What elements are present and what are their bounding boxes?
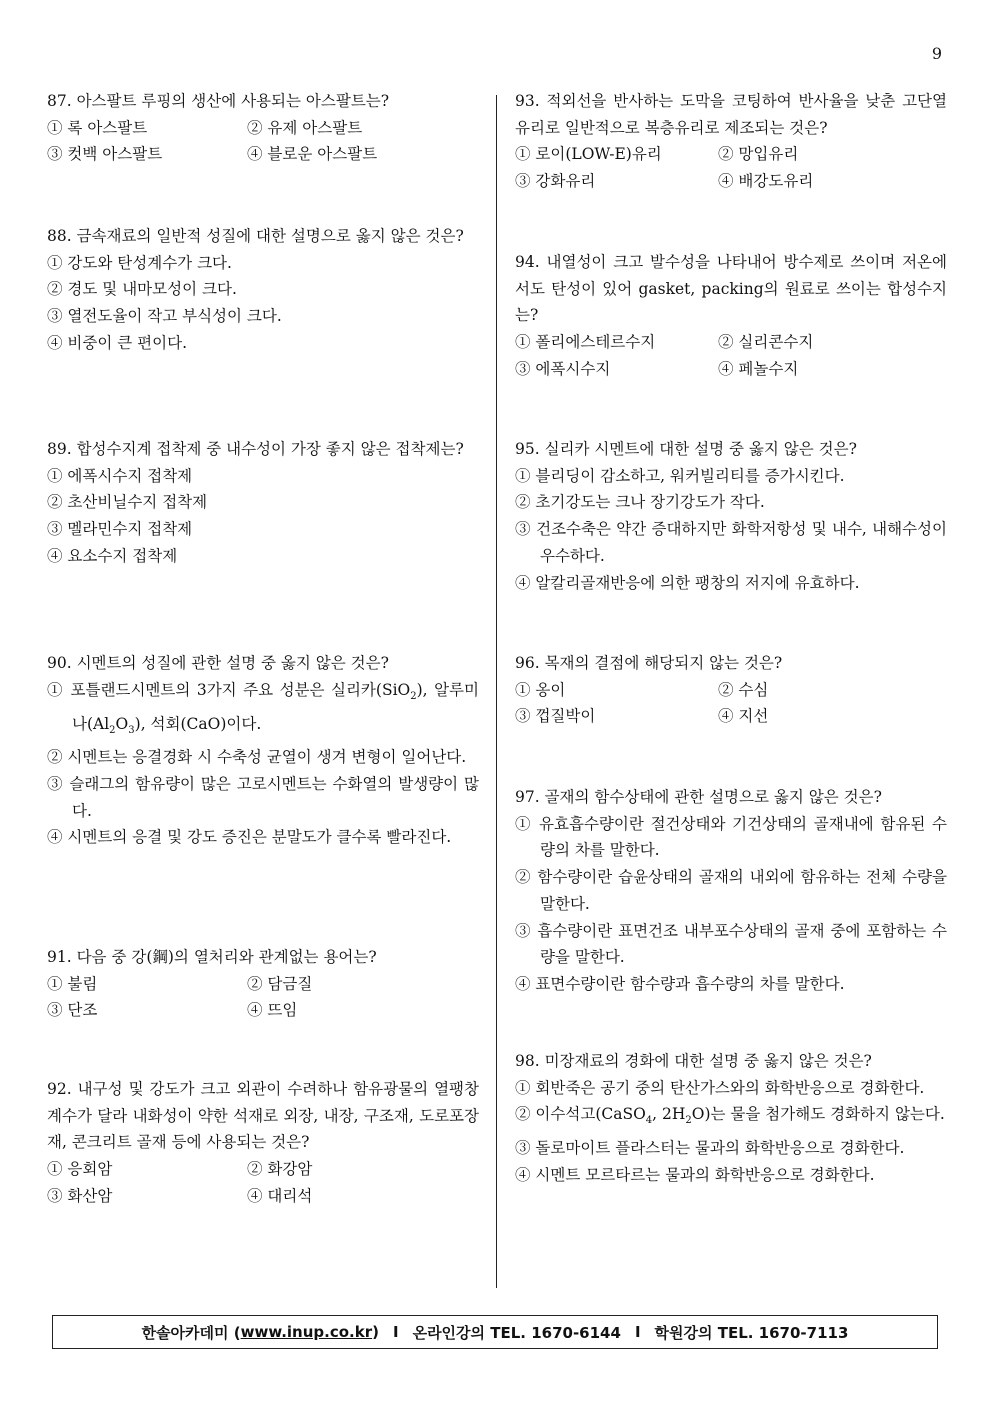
question-stem: 97. 골재의 함수상태에 관한 설명으로 옳지 않은 것은?: [515, 788, 882, 806]
option-1: ① 응회암: [47, 1160, 113, 1179]
question-stem: 95. 실리카 시멘트에 대한 설명 중 옳지 않은 것은?: [515, 440, 857, 458]
option-3: ③ 강화유리: [515, 172, 596, 191]
option-2: ② 화강암: [247, 1160, 313, 1179]
option-2: ② 시멘트는 응결경화 시 수축성 균열이 생겨 변형이 일어난다.: [47, 748, 467, 767]
question-stem: 98. 미장재료의 경화에 대한 설명 중 옳지 않은 것은?: [515, 1052, 872, 1070]
column-divider: [496, 95, 497, 1288]
option-1: ① 에폭시수지 접착제: [47, 466, 193, 485]
website-link[interactable]: www.inup.co.kr: [240, 1323, 373, 1341]
option-4: ④ 대리석: [247, 1186, 313, 1205]
option-2: ② 담금질: [247, 974, 313, 993]
option-1: ① 유효흡수량이란 절건상태와 기건상태의 골재내에 함유된 수량의 차를 말한다.: [515, 814, 947, 860]
option-2: ② 함수량이란 습윤상태의 골재의 내외에 함유하는 전체 수량을 말한다.: [515, 868, 947, 913]
question-91: [47, 944, 479, 1024]
option-3: ③ 멜라민수지 접착제: [47, 520, 193, 539]
question-97: [515, 784, 947, 998]
option-1: ① 회반죽은 공기 중의 탄산가스와의 화학반응으로 경화한다.: [515, 1078, 925, 1097]
option-1: ① 록 아스팔트: [47, 118, 148, 137]
page-number: 9: [931, 44, 942, 63]
option-3: ③ 흡수량이란 표면건조 내부포수상태의 골재 중에 포함하는 수량을 말한다.: [515, 921, 947, 967]
option-4: ④ 표면수량이란 함수량과 흡수량의 차를 말한다.: [515, 974, 845, 993]
option-2: ② 망입유리: [718, 145, 799, 164]
online-lecture-tel: 온라인강의 TEL. 1670-6144: [412, 1323, 621, 1342]
option-4: ④ 비중이 큰 편이다.: [47, 333, 188, 352]
question-94: [515, 249, 947, 383]
option-3: ③ 슬래그의 함유량이 많은 고로시멘트는 수화열의 발생량이 많다.: [47, 775, 479, 820]
option-4: ④ 지선: [718, 707, 769, 726]
option-3: ③ 컷백 아스팔트: [47, 145, 163, 164]
question-stem: 87. 아스팔트 루핑의 생산에 사용되는 아스팔트는?: [47, 92, 390, 110]
option-3: ③ 화산암: [47, 1186, 113, 1205]
option-2: ② 초기강도는 크나 장기강도가 작다.: [515, 493, 765, 512]
option-2: ② 실리콘수지: [718, 333, 814, 352]
question-87: [47, 88, 479, 168]
option-3: ③ 건조수축은 약간 증대하지만 화학저항성 및 내수, 내해수성이 우수하다.: [515, 520, 947, 565]
option-3: ③ 껍질박이: [515, 707, 596, 726]
question-96: [515, 650, 947, 730]
question-stem: 94. 내열성이 크고 발수성을 나타내어 방수제로 쓰이며 저온에서도 탄성이 있어 gasket, packing의 원료로 쓰이는 합성수지는?: [515, 253, 947, 325]
option-4: ④ 요소수지 접착제: [47, 546, 178, 565]
option-1: ① 폴리에스테르수지: [515, 333, 656, 352]
academy-name-end: ): [372, 1323, 379, 1341]
question-92: [47, 1076, 479, 1210]
option-1: ① 블리딩이 감소하고, 워커빌리티를 증가시킨다.: [515, 466, 845, 485]
option-3: ③ 돌로마이트 플라스터는 물과의 화학반응으로 경화한다.: [515, 1139, 905, 1158]
option-4: ④ 배강도유리: [718, 172, 814, 191]
question-90: [47, 650, 479, 851]
option-2: ② 유제 아스팔트: [247, 118, 363, 137]
option-3: ③ 에폭시수지: [515, 359, 611, 378]
question-stem: 93. 적외선을 반사하는 도막을 코팅하여 반사율을 낮춘 고단열 유리로 일반적으로 복층유리로 제조되는 것은?: [515, 92, 947, 137]
option-1: ① 강도와 탄성계수가 크다.: [47, 253, 232, 272]
option-4: ④ 시멘트 모르타르는 물과의 화학반응으로 경화한다.: [515, 1165, 875, 1184]
option-4: ④ 뜨임: [247, 1001, 298, 1020]
question-stem: 88. 금속재료의 일반적 성질에 대한 설명으로 옳지 않은 것은?: [47, 227, 464, 245]
question-98: [515, 1048, 947, 1189]
option-2: ② 초산비닐수지 접착제: [47, 493, 208, 512]
question-stem: 90. 시멘트의 성질에 관한 설명 중 옳지 않은 것은?: [47, 654, 389, 672]
option-4: ④ 시멘트의 응결 및 강도 증진은 분말도가 클수록 빨라진다.: [47, 828, 452, 847]
question-stem: 92. 내구성 및 강도가 크고 외관이 수려하나 함유광물의 열팽창계수가 달라 내화성이 약한 석재로 외장, 내장, 구조재, 도로포장재, 콘크리트 골재 등에 사용되는 것은?: [47, 1080, 479, 1152]
footer-separator: I: [392, 1323, 399, 1341]
option-2: ② 경도 및 내마모성이 크다.: [47, 280, 237, 299]
option-4: ④ 블로운 아스팔트: [247, 145, 378, 164]
footer-banner: [52, 1315, 938, 1349]
option-1: ① 불림: [47, 974, 98, 993]
option-4: ④ 알칼리골재반응에 의한 팽창의 저지에 유효하다.: [515, 573, 860, 592]
question-93: [515, 88, 947, 195]
offline-lecture-tel: 학원강의 TEL. 1670-7113: [654, 1323, 849, 1342]
option-1: ① 로이(LOW-E)유리: [515, 145, 662, 164]
option-4: ④ 페놀수지: [718, 359, 799, 378]
option-1: ① 옹이: [515, 680, 566, 699]
academy-name: 한솔아카데미 (: [141, 1323, 241, 1342]
question-88: [47, 223, 479, 357]
option-1: ① 포틀랜드시멘트의 3가지 주요 성분은 실리카(SiO$_2$), 알루미나$(Al_2O_3)$, 석회(CaO)이다.: [47, 680, 479, 736]
footer-separator: I: [634, 1323, 641, 1341]
question-95: [515, 436, 947, 596]
option-3: ③ 단조: [47, 1001, 98, 1020]
option-2: ② 이수석고(CaSO$_4$, $2H_2O$)는 물을 첨가해도 경화하지 않는다.: [515, 1105, 945, 1127]
question-stem: 96. 목재의 결점에 해당되지 않는 것은?: [515, 654, 783, 672]
question-stem: 89. 합성수지계 접착제 중 내수성이 가장 좋지 않은 접착제는?: [47, 440, 464, 458]
option-3: ③ 열전도율이 작고 부식성이 크다.: [47, 307, 282, 326]
question-stem: 91. 다음 중 강(鋼)의 열처리와 관계없는 용어는?: [47, 948, 377, 966]
question-89: [47, 436, 479, 570]
option-2: ② 수심: [718, 680, 769, 699]
